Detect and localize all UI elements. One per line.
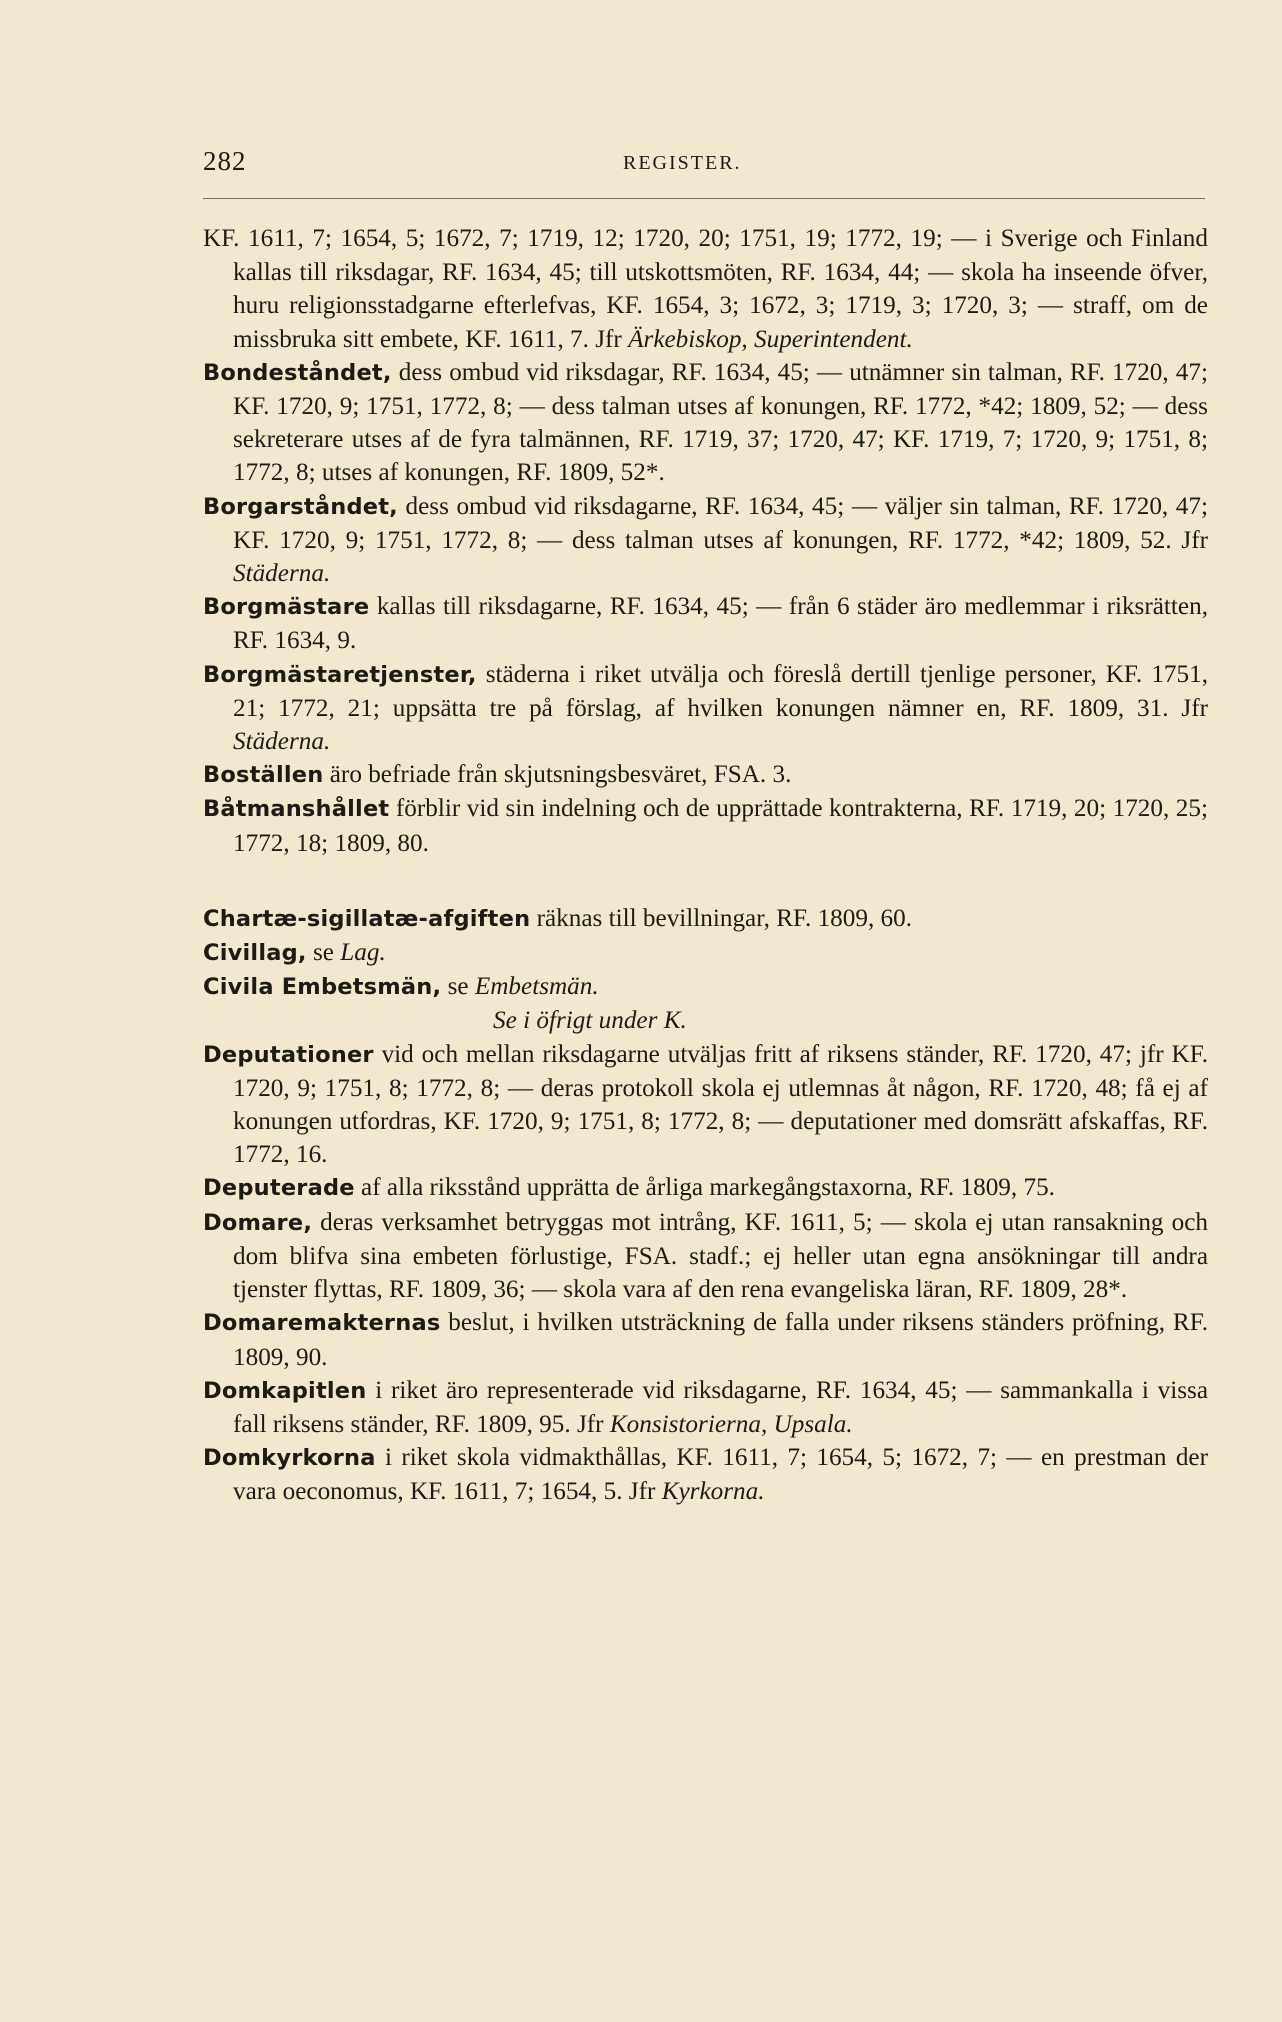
entry-body: dess ombud vid riksdagarne, RF. 1634, 45; — väljer sin talman, RF. 1720, 47; KF. 1720, 9; 1751, 1772, 8; — dess talman utses af konungen, RF. 1772, *42; 1809, 52. Jfr [233, 492, 1208, 554]
entry-body: i riket äro representerade vid riksdagarne, RF. 1634, 45; — sammankalla i vissa fall riksens ständer, RF. 1809, 95. Jfr [233, 1376, 1208, 1438]
entry-body: beslut, i hvilken utsträckning de falla under riksens ständers pröfning, RF. 1809, 90. [233, 1309, 1208, 1371]
entry-head: Borgmästaretjenster, [203, 661, 477, 688]
entry-head: Borgarståndet, [203, 493, 398, 520]
entry-body: KF. 1611, 7; 1654, 5; 1672, 7; 1719, 12; 1720, 20; 1751, 19; 1772, 19; — i Sverige och Finland kallas till riksdagar, RF. 1634, 45; till utskottsmöten, RF. 1634, 44; — skola ha inseende öfver, huru religionsstadgarne efterlefvas, KF. 1654, 3; 1672, 3; 1719, 3; 1720, 3; — straff, om de missbruka sitt embete, KF. 1611, 7. Jfr [203, 225, 1208, 353]
register-entry [203, 1171, 1208, 1205]
register-entry [203, 1206, 1208, 1307]
register-entry [203, 936, 1208, 970]
register-entry [203, 222, 1208, 356]
entry-body: af alla riksstånd upprätta de årliga markegångstaxorna, RF. 1809, 75. [354, 1174, 1055, 1202]
entry-head: Domare, [203, 1209, 313, 1236]
entry-head: Bondeståndet, [203, 359, 392, 386]
register-entry [203, 970, 1208, 1004]
entry-head: Civila Embetsmän, [203, 974, 442, 1001]
register-entry [203, 758, 1208, 792]
entry-head: Borgmästare [203, 594, 370, 621]
entry-head: Domkyrkorna [203, 1445, 376, 1472]
entry-body: äro befriade från skjutsningsbesväret, FSA. 3. [323, 761, 792, 789]
entry-body: deras verksamhet betryggas mot intrång, KF. 1611, 5; — skola ej utan ransakning och dom blifva sina embeten förlustige, FSA. stadf.; ej heller utan egna ansökningar till andra tjenster flyttas, RF. 1809, 36; — skola vara af den rena evangeliska läran, RF. 1809, 28*. [233, 1208, 1208, 1304]
register-entry [203, 1306, 1208, 1373]
register-entry [203, 1441, 1208, 1508]
register-content [203, 222, 1208, 1509]
register-entry [203, 658, 1208, 759]
entry-body: se [306, 939, 341, 967]
entry-body: förblir vid sin indelning och de upprättade kontrakterna, RF. 1719, 20; 1720, 25; 1772, 18; 1809, 80. [233, 795, 1208, 857]
entry-head: Deputationer [203, 1041, 374, 1068]
register-entry [203, 1038, 1208, 1172]
entry-cross-reference: Lag. [340, 939, 386, 967]
entry-body: i riket skola vidmakthållas, KF. 1611, 7; 1654, 5; 1672, 7; — en prestman der vara oeconomus, KF. 1611, 7; 1654, 5. Jfr [233, 1444, 1208, 1506]
running-head: REGISTER. [623, 152, 742, 174]
entry-head: Deputerade [203, 1175, 355, 1202]
entry-body: se [441, 973, 475, 1001]
header-rule [203, 198, 1205, 199]
entry-cross-reference: Konsistorierna, Upsala. [609, 1410, 853, 1438]
entry-head: Båtmanshållet [203, 796, 390, 823]
entry-cross-reference: Städerna. [233, 728, 331, 756]
register-entry [203, 1374, 1208, 1441]
entry-body: vid och mellan riksdagarne utväljas fritt af riksens ständer, RF. 1720, 47; jfr KF. 1720, 9; 1751, 8; 1772, 8; — deras protokoll skola ej utlemnas åt någon, RF. 1720, 48; få ej af konungen utfordras, KF. 1720, 9; 1751, 8; 1772, 8; — deputationer med domsrätt afskaffas, RF. 1772, 16. [233, 1040, 1208, 1169]
register-see-also [203, 1004, 1208, 1037]
entry-head: Domaremakternas [203, 1310, 441, 1337]
entry-body: kallas till riksdagarne, RF. 1634, 45; — från 6 städer äro medlemmar i riksrätten, RF. 1634, 9. [233, 593, 1208, 655]
page-number: 282 [203, 146, 247, 176]
section-gap [203, 860, 1208, 902]
entry-cross-reference: Ärkebiskop, Superintendent. [628, 325, 913, 353]
entry-head: Boställen [203, 762, 324, 789]
entry-cross-reference: Se i öfrigt under K. [493, 1007, 687, 1035]
entry-body: räknas till bevillningar, RF. 1809, 60. [530, 904, 913, 932]
entry-head: Chartæ-sigillatæ-afgiften [203, 905, 531, 932]
entry-head: Domkapitlen [203, 1377, 367, 1404]
register-entry [203, 356, 1208, 490]
register-entry [203, 490, 1208, 591]
entry-cross-reference: Embetsmän. [474, 973, 599, 1001]
entry-cross-reference: Kyrkorna. [661, 1478, 765, 1506]
entry-body: dess ombud vid riksdagar, RF. 1634, 45; — utnämner sin talman, RF. 1720, 47; KF. 1720, 9; 1751, 1772, 8; — dess talman utses af konungen, RF. 1772, *42; 1809, 52; — dess sekreterare utses af de fyra talmännen, RF. 1719, 37; 1720, 47; KF. 1719, 7; 1720, 9; 1751, 8; 1772, 8; utses af konungen, RF. 1809, 52*. [233, 358, 1208, 487]
register-entry [203, 590, 1208, 657]
entry-cross-reference: Städerna. [233, 560, 331, 588]
register-entry [203, 902, 1208, 936]
entry-body: städerna i riket utvälja och föreslå dertill tjenlige personer, KF. 1751, 21; 1772, 21; uppsätta tre på förslag, af hvilken konungen nämner en, RF. 1809, 31. Jfr [233, 660, 1208, 722]
register-entry [203, 792, 1208, 859]
entry-head: Civillag, [203, 940, 307, 967]
page-header [203, 146, 1205, 186]
